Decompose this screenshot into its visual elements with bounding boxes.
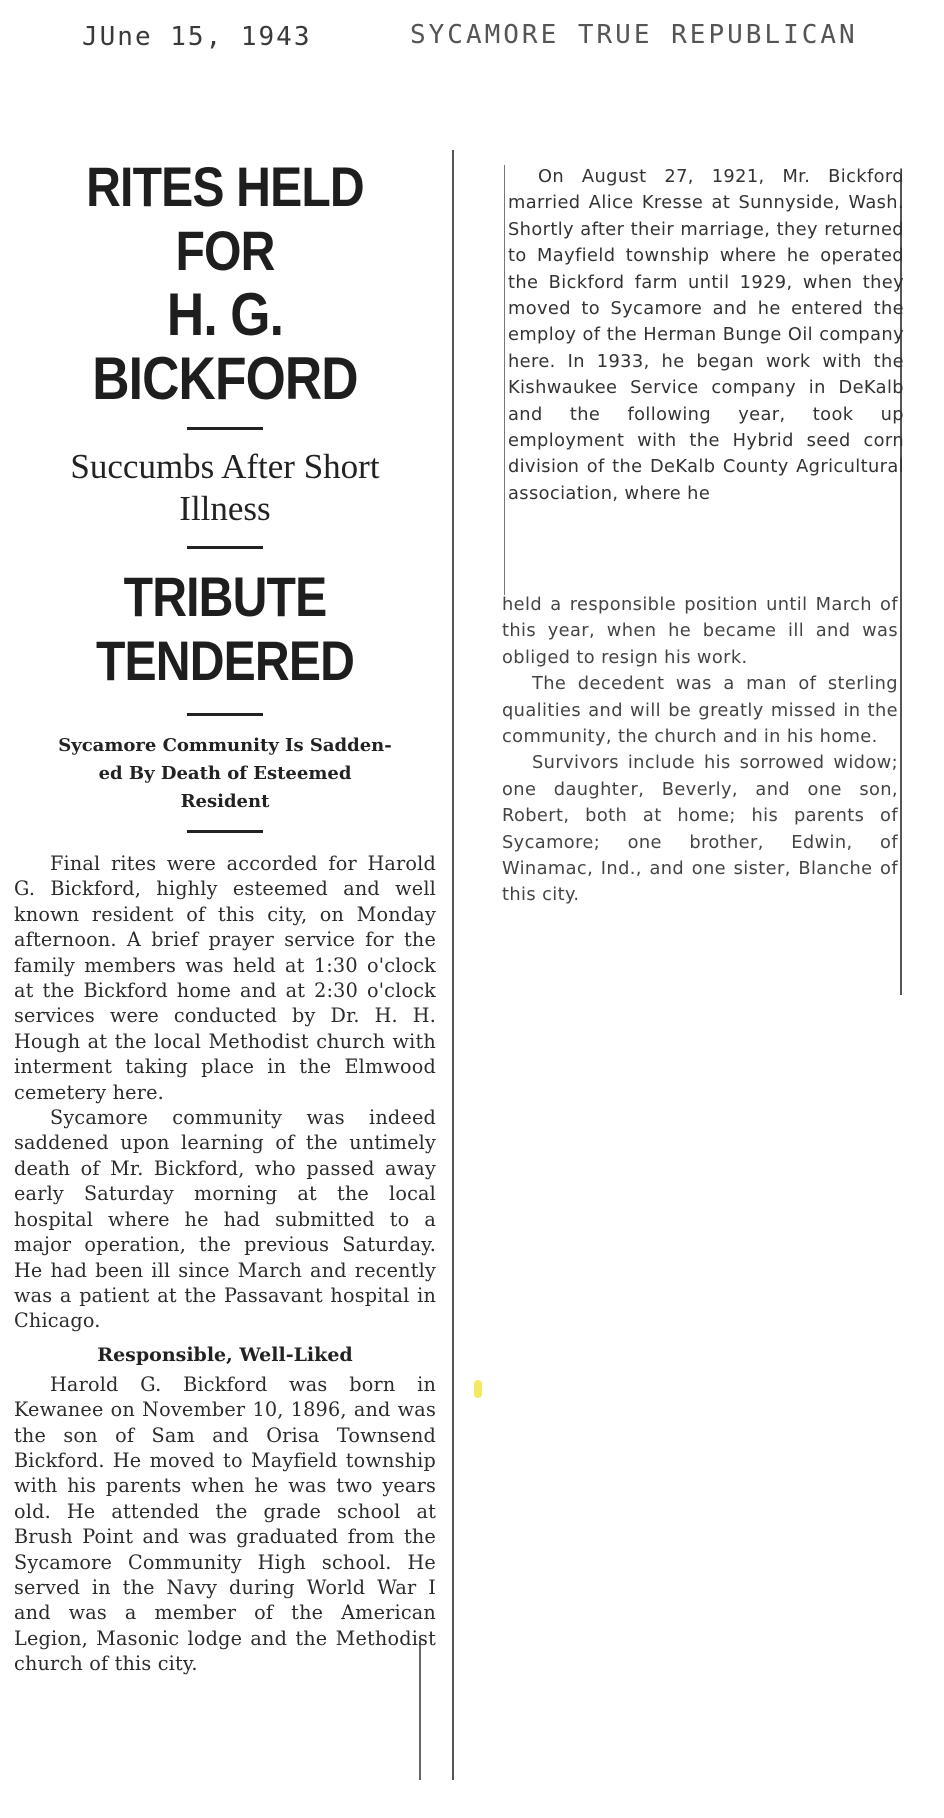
article-paragraph-6: Survivors include his sorrowed widow; one daughter, Beverly, and one son, Robert, both at home; his parents of Sycamore; one brother, Edwin, of Winamac, Ind., and one sister, Blanche of this city. [502, 752, 898, 906]
headline-line-2: H. G. BICKFORD [92, 281, 358, 412]
deck-line-1: Succumbs After Short [70, 447, 380, 486]
article-paragraph-1: Final rites were accorded for Harold G. Bickford, highly esteemed and well known resident of this city, on Monday afternoon. A brief prayer service for the family members was held at 1:30 o'clock at the Bickford home and at 2:30 o'clock services were conducted by Dr. H. H. Hough at the local Methodist church with interment taking place in the Elmwood cemetery here. [14, 852, 436, 1104]
article-paragraph-4-continued: held a responsible position until March of this year, when he became ill and was obliged to resign his work. [502, 594, 898, 668]
date-handwritten-note: JUne 15, 1943 [82, 22, 312, 52]
deck-tribute-tendered: TRIBUTE TENDERED [95, 565, 355, 692]
article-paragraph-5: The decedent was a man of sterling qualities and will be greatly missed in the community, the church and in his home. [502, 673, 898, 748]
highlighter-smudge [474, 1380, 482, 1398]
right-column-top [508, 164, 904, 507]
headline-line-1: RITES HELD FOR [86, 155, 364, 282]
article-paragraph-2: Sycamore community was indeed saddened upon learning of the untimely death of Mr. Bickford, who passed away early Saturday morning at the local hospital where he had submitted to a major operation, the previous Saturday. He had been ill since March and recently was a patient at the Passavant hospital in Chicago. [14, 1106, 436, 1333]
right-column-bottom [502, 592, 898, 909]
headline-rule [187, 427, 263, 430]
deck-line-2: Illness [179, 489, 271, 528]
article-paragraph-4: On August 27, 1921, Mr. Bickford married Alice Kresse at Sunnyside, Wash. Shortly after their marriage, they returned to Mayfield township where he operated the Bickford farm until 1929, when they moved to Sycamore and he entered the employ of the Herman Bunge Oil company here. In 1933, he began work with the Kishwaukee Service company in DeKalb and the following year, took up employment with the Hybrid seed corn division of the DeKalb County Agricultural association, where he [508, 166, 904, 504]
article-paragraph-3: Harold G. Bickford was born in Kewanee on November 10, 1896, and was the son of Sam and Orisa Townsend Bickford. He moved to Mayfield township with his parents when he was two years old. He attended the grade school at Brush Point and was graduated from the Sycamore Community High school. He served in the Navy during World War I and was a member of the American Legion, Masonic lodge and the Methodist church of this city. [14, 1372, 436, 1676]
deck-sub-line-2: ed By Death of Esteemed [98, 763, 352, 784]
left-column [14, 155, 436, 1677]
newspaper-masthead: SYCAMORE TRUE REPUBLICAN [410, 20, 858, 50]
column-divider [452, 150, 454, 1780]
clipping-edge-rule [504, 165, 505, 595]
deck-sub-line-1: Sycamore Community Is Sadden- [58, 735, 392, 756]
section-subhead: Responsible, Well-Liked [97, 1343, 353, 1366]
deck-rule [187, 546, 263, 549]
deck-sub-line-3: Resident [180, 791, 270, 812]
deck-rule-3 [187, 830, 263, 833]
deck-rule-2 [187, 713, 263, 716]
